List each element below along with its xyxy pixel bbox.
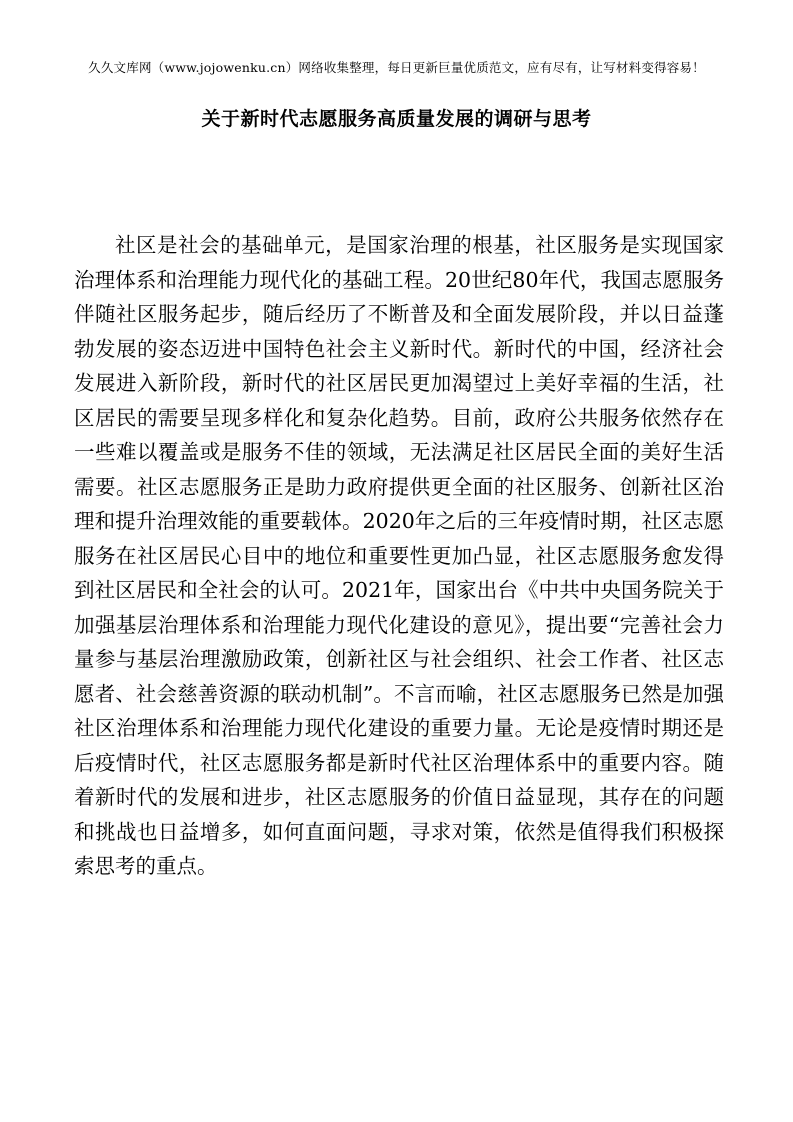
body-paragraph: 社区是社会的基础单元，是国家治理的根基，社区服务是实现国家治理体系和治理能力现代化的基础工程。20世纪80年代，我国志愿服务伴随社区服务起步，随后经历了不断普及和全面发展阶段，并以日益蓬勃发展的姿态迈进中国特色社会主义新时代。新时代的中国，经济社会发展进入新阶段，新时代的社区居民更加渴望过上美好幸福的生活，社区居民的需要呈现多样化和复杂化趋势。目前，政府公共服务依然存在一些难以覆盖或是服务不佳的领域，无法满足社区居民全面的美好生活需要。社区志愿服务正是助力政府提供更全面的社区服务、创新社区治理和提升治理效能的重要载体。2020年之后的三年疫情时期，社区志愿服务在社区居民心目中的地位和重要性更加凸显，社区志愿服务愈发得到社区居民和全社会的认可。2021年，国家出台《中共中央国务院关于加强基层治理体系和治理能力现代化建设的意见》，提出要“完善社会力量参与基层治理激励政策，创新社区与社会组织、社会工作者、社区志愿者、社会慈善资源的联动机制”。不言而喻，社区志愿服务已然是加强社区治理体系和治理能力现代化建设的重要力量。无论是疫情时期还是后疫情时代，社区志愿服务都是新时代社区治理体系中的重要内容。随着新时代的发展和进步，社区志愿服务的价值日益显现，其存在的问题和挑战也日益增多，如何直面问题，寻求对策，依然是值得我们积极探索思考的重点。 — [74, 233, 724, 878]
header-note: 久久文库网（www.jojowenku.cn）网络收集整理，每日更新巨量优质范文，应有尽有，让写材料变得容易！ — [88, 60, 705, 75]
document-title: 关于新时代志愿服务高质量发展的调研与思考 — [201, 108, 592, 130]
